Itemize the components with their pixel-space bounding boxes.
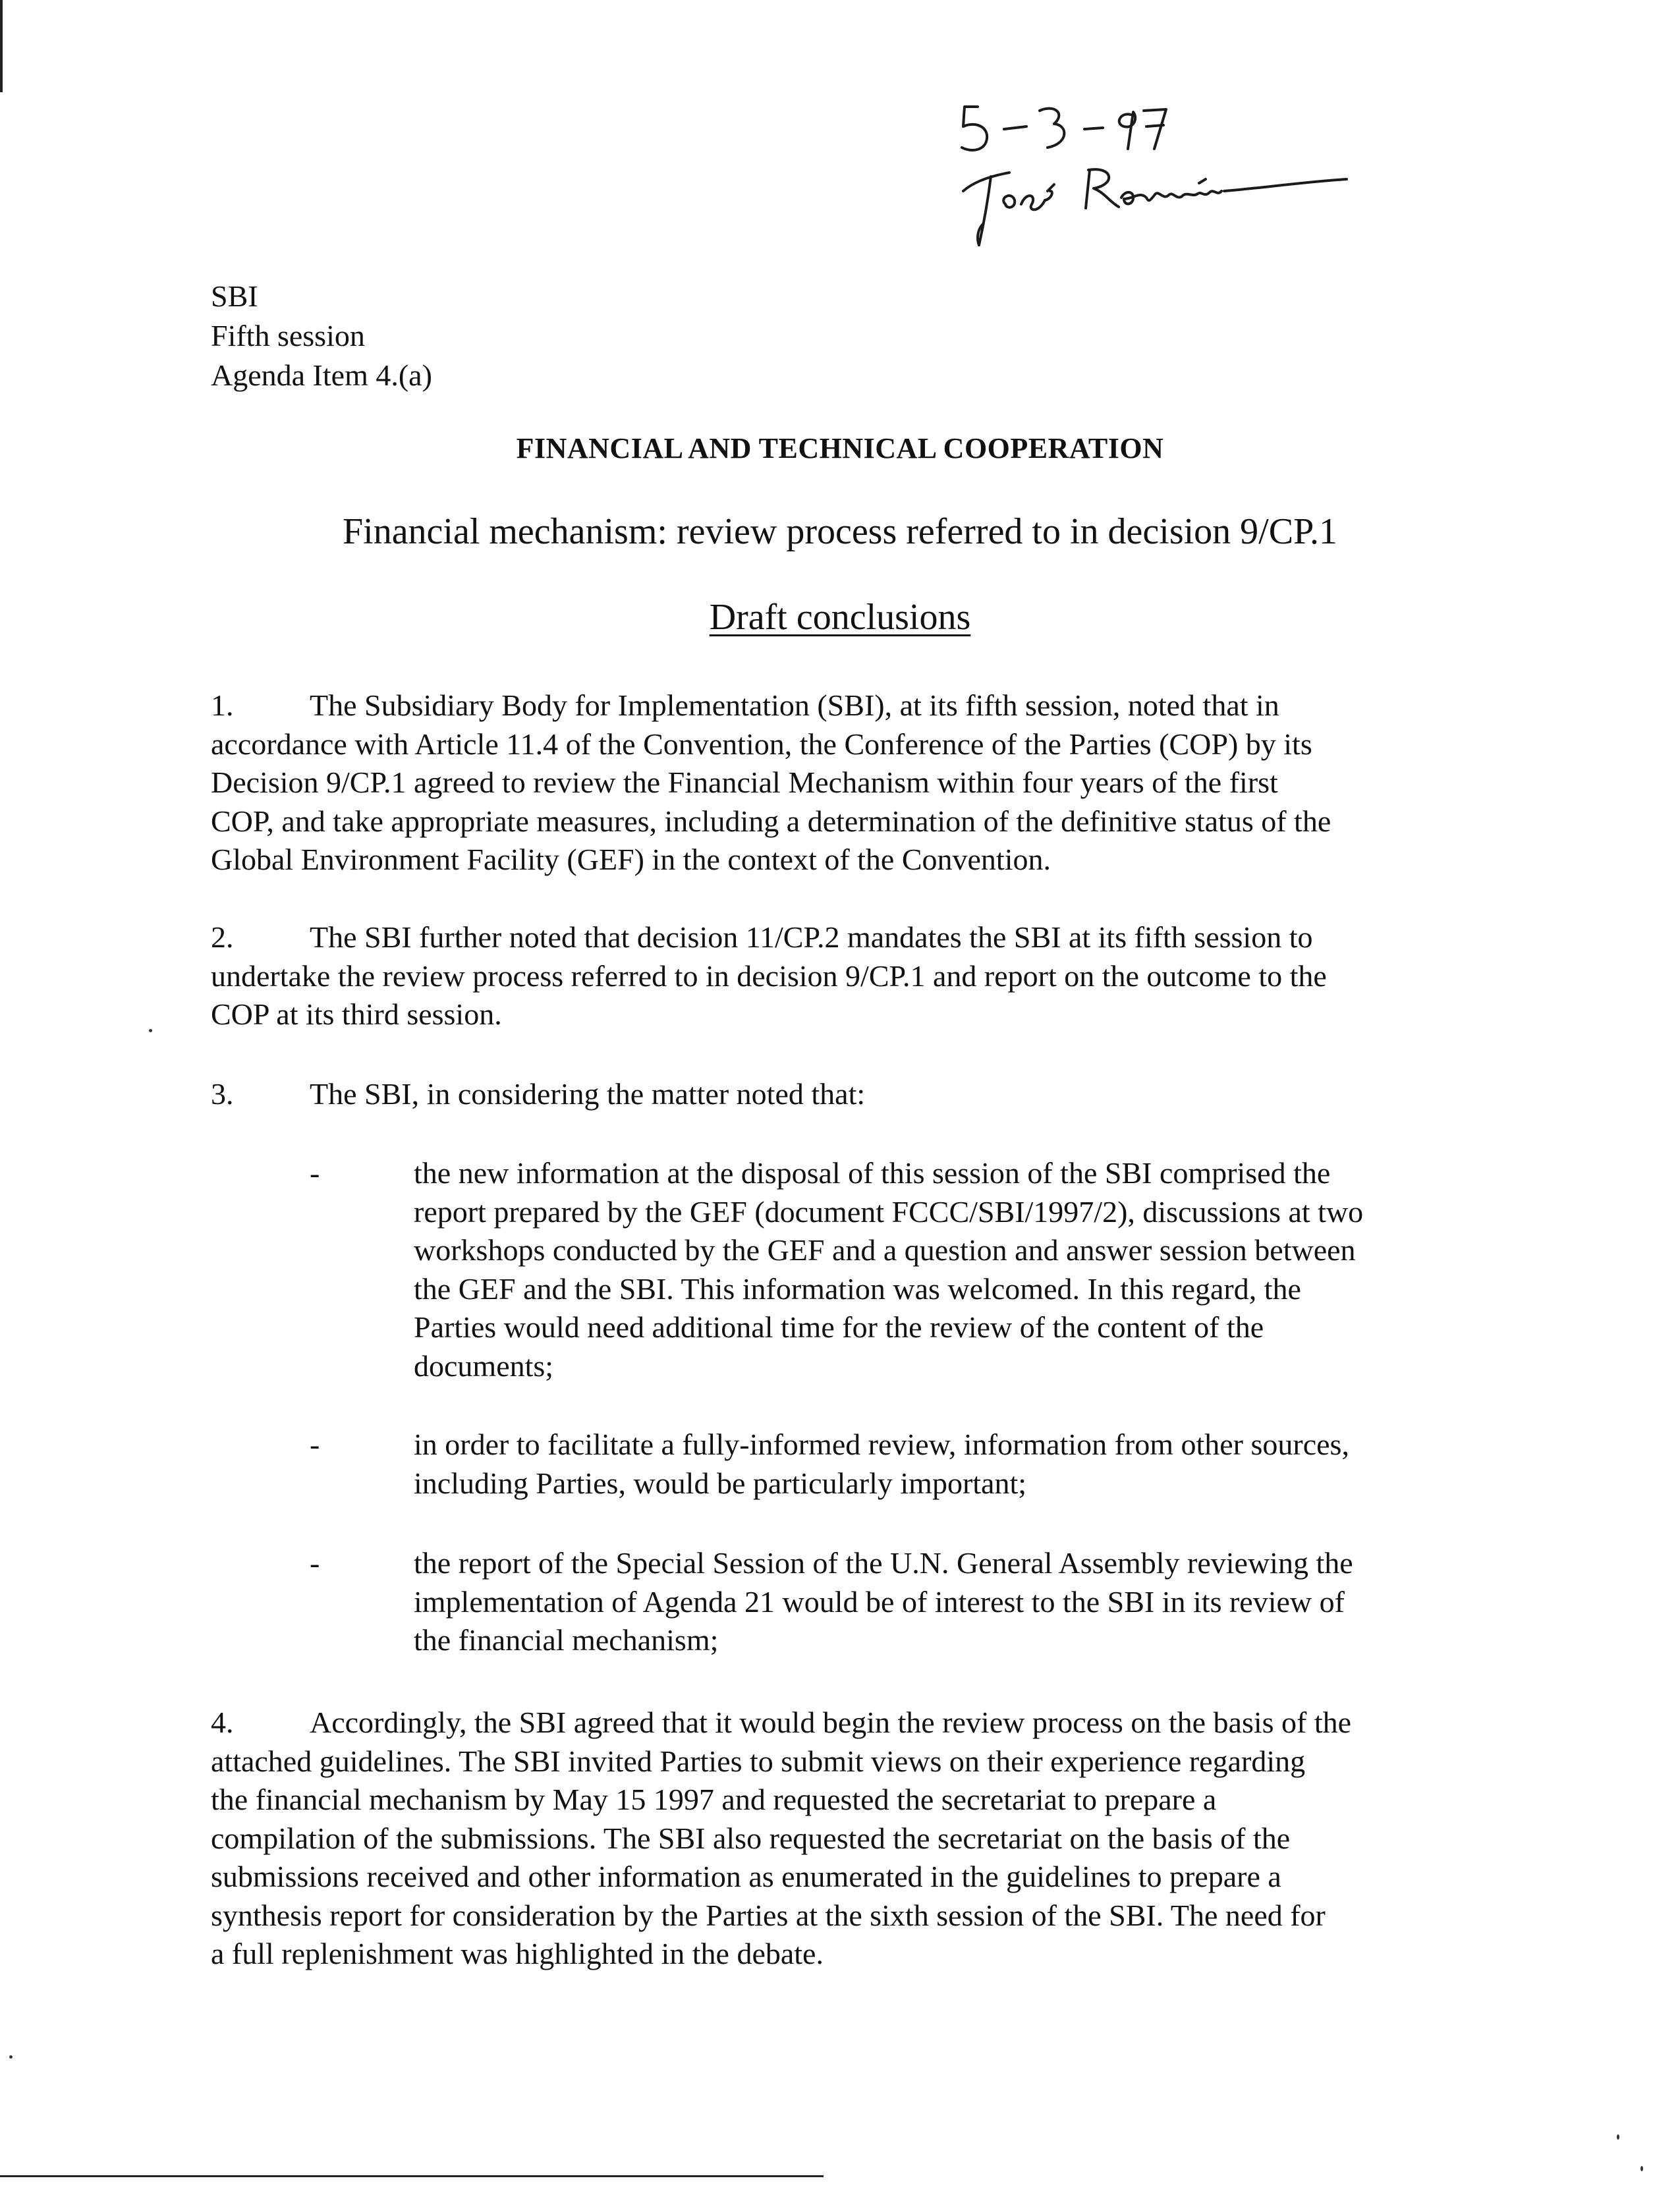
bullet-text: the report of the Special Session of the U.N. General Assembly reviewing the implementation of Agenda 21 would be of interest to the SBI in its review of the financial mechanism;	[414, 1546, 1353, 1657]
scan-edge-mark	[0, 0, 3, 92]
paragraph-text: The SBI, in considering the matter noted that:	[310, 1077, 866, 1111]
document-title: FINANCIAL AND TECHNICAL COOPERATION	[516, 432, 1164, 464]
session-label: Fifth session	[211, 319, 365, 352]
paragraph-1	[211, 686, 1535, 879]
document-header	[211, 277, 432, 395]
document-subtitle: Financial mechanism: review process referred to in decision 9/CP.1	[342, 511, 1338, 552]
paragraph-number: 1.	[211, 688, 234, 722]
body-name: SBI	[211, 279, 258, 313]
section-heading-text: Draft conclusions	[709, 597, 971, 638]
bullet-marker: -	[310, 1546, 320, 1580]
scan-speck	[1617, 2134, 1619, 2140]
paragraph-3	[211, 1075, 1535, 1114]
paragraph-2	[211, 918, 1535, 1034]
paragraph-text: The SBI further noted that decision 11/CP.2 mandates the SBI at its fifth session to undertake the review process referred to in decision 9/CP.1 and report on the outcome to the COP at its third session.	[211, 920, 1327, 1031]
scan-speck	[9, 2055, 13, 2059]
section-heading	[0, 596, 1680, 638]
footer-rule	[0, 2175, 824, 2177]
paragraph-number: 3.	[211, 1077, 234, 1111]
scan-speck	[1640, 2166, 1643, 2171]
paragraph-4	[211, 1704, 1535, 1974]
paragraph-number: 2.	[211, 920, 234, 954]
paragraph-number: 4.	[211, 1706, 234, 1739]
bullet-marker: -	[310, 1156, 320, 1190]
bullet-marker: -	[310, 1428, 320, 1461]
bullet-text: in order to facilitate a fully-informed review, information from other sources, including Parties, would be particularly important;	[414, 1428, 1349, 1500]
scan-speck	[149, 1029, 152, 1032]
paragraph-text: Accordingly, the SBI agreed that it would begin the review process on the basis of the attached guidelines. The SBI invited Parties to submit views on their experience regarding the financial mechanism by May 15 1997 and requested the secretariat to prepare a compilation of the submissions. The SBI also requested the secretariat on the basis of the submissions received and other information as enumerated in the guidelines to prepare a synthesis report for consideration by the Parties at the sixth session of the SBI. The need for a full replenishment was highlighted in the debate.	[211, 1706, 1352, 1970]
agenda-item: Agenda Item 4.(a)	[211, 358, 432, 392]
paragraph-text: The Subsidiary Body for Implementation (SBI), at its fifth session, noted that in accordance with Article 11.4 of the Convention, the Conference of the Parties (COP) by its Decision 9/CP.1 agreed to review the Financial Mechanism within four years of the first COP, and take appropriate measures, including a determination of the definitive status of the Global Environment Facility (GEF) in the context of the Convention.	[211, 688, 1331, 876]
handwritten-date-signature	[949, 92, 1357, 264]
bullet-text: the new information at the disposal of this session of the SBI comprised the report prepared by the GEF (document FCCC/SBI/1997/2), discussions at two workshops conducted by the GEF and a question and answer session between the GEF and the SBI. This information was welcomed. In this regard, the Parties would need additional time for the review of the content of the documents;	[414, 1156, 1364, 1383]
